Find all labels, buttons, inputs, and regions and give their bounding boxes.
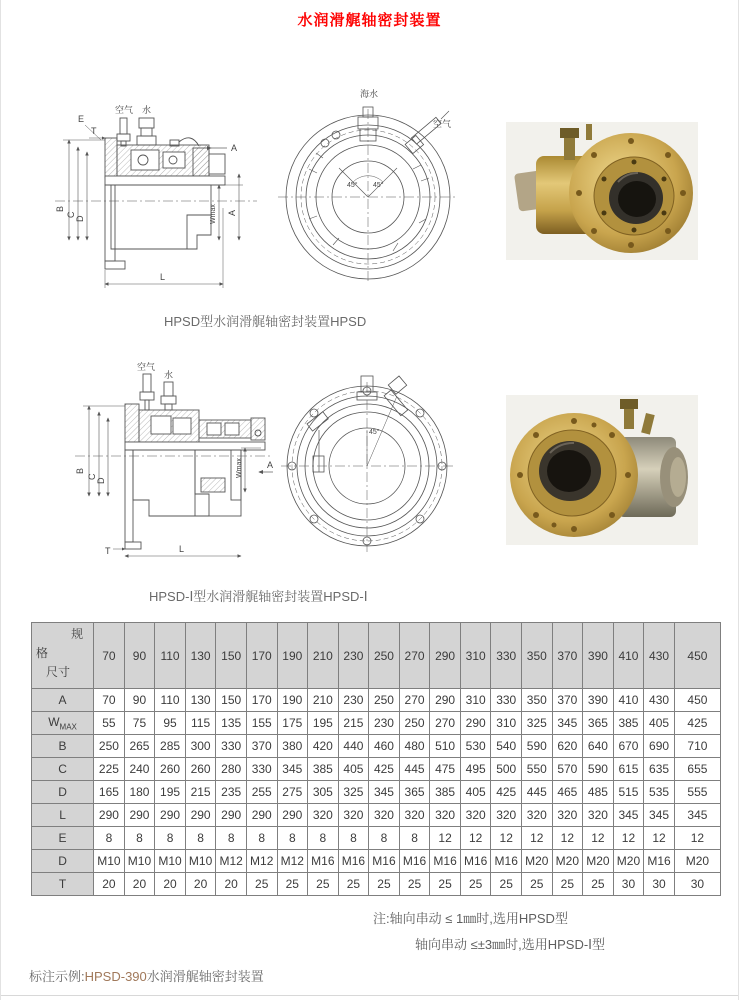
label-t: T bbox=[105, 546, 111, 556]
table-cell: 95 bbox=[155, 712, 186, 735]
table-cell: 590 bbox=[522, 735, 553, 758]
table-cell: 320 bbox=[369, 804, 400, 827]
table-cell: 570 bbox=[552, 758, 583, 781]
table-cell: 30 bbox=[674, 873, 720, 896]
table-cell: 130 bbox=[185, 689, 216, 712]
table-cell: 320 bbox=[430, 804, 461, 827]
table-cell: 25 bbox=[552, 873, 583, 896]
table-cell: 115 bbox=[185, 712, 216, 735]
table-column-header: 330 bbox=[491, 623, 522, 689]
table-cell: 210 bbox=[308, 689, 339, 712]
table-column-header: 290 bbox=[430, 623, 461, 689]
table-cell: 135 bbox=[216, 712, 247, 735]
table-cell: 290 bbox=[277, 804, 308, 827]
label-angle-left: 45° bbox=[347, 182, 358, 189]
table-cell: 370 bbox=[552, 689, 583, 712]
table-cell: 320 bbox=[308, 804, 339, 827]
table-cell: 12 bbox=[552, 827, 583, 850]
hpsd-side-section-drawing bbox=[43, 88, 263, 308]
table-cell: M16 bbox=[644, 850, 675, 873]
label-e: E bbox=[78, 114, 85, 124]
table-cell: 8 bbox=[369, 827, 400, 850]
table-cell: 260 bbox=[155, 758, 186, 781]
label-air: 空气 bbox=[433, 119, 452, 129]
table-cell: 640 bbox=[583, 735, 614, 758]
table-cell: 25 bbox=[399, 873, 430, 896]
table-row bbox=[32, 758, 721, 781]
table-cell: 300 bbox=[185, 735, 216, 758]
table-cell: 350 bbox=[522, 689, 553, 712]
table-column-header: 130 bbox=[185, 623, 216, 689]
table-cell: 12 bbox=[430, 827, 461, 850]
air-fitting bbox=[140, 374, 154, 410]
table-cell: 12 bbox=[613, 827, 644, 850]
air-fitting bbox=[384, 376, 408, 416]
table-cell: 530 bbox=[460, 735, 491, 758]
table-cell: 485 bbox=[583, 781, 614, 804]
table-cell: M16 bbox=[369, 850, 400, 873]
table-corner-cell: 规 格 尺寸 bbox=[32, 623, 94, 689]
table-cell: 495 bbox=[460, 758, 491, 781]
table-cell: M12 bbox=[216, 850, 247, 873]
table-cell: 460 bbox=[369, 735, 400, 758]
table-cell: 25 bbox=[308, 873, 339, 896]
table-cell: 12 bbox=[491, 827, 522, 850]
table-cell: 370 bbox=[246, 735, 277, 758]
table-cell: 25 bbox=[491, 873, 522, 896]
label-air: 空气 bbox=[115, 105, 134, 115]
table-cell: 405 bbox=[460, 781, 491, 804]
table-cell: 345 bbox=[277, 758, 308, 781]
table-cell: 420 bbox=[308, 735, 339, 758]
table-cell: M16 bbox=[308, 850, 339, 873]
table-cell: 8 bbox=[338, 827, 369, 850]
hpsd1-product-photo bbox=[506, 395, 698, 545]
bottom-divider bbox=[1, 995, 738, 996]
table-row-label: A bbox=[32, 689, 94, 712]
table-cell: 8 bbox=[399, 827, 430, 850]
table-cell: 190 bbox=[277, 689, 308, 712]
table-cell: 380 bbox=[277, 735, 308, 758]
table-cell: 8 bbox=[155, 827, 186, 850]
table-cell: 320 bbox=[583, 804, 614, 827]
table-column-header: 110 bbox=[155, 623, 186, 689]
table-cell: 655 bbox=[674, 758, 720, 781]
table-cell: 25 bbox=[369, 873, 400, 896]
table-cell: 8 bbox=[124, 827, 155, 850]
table-cell: M20 bbox=[674, 850, 720, 873]
table-cell: 330 bbox=[491, 689, 522, 712]
page-title: 水润滑艉轴密封装置 bbox=[297, 12, 442, 29]
table-cell: 620 bbox=[552, 735, 583, 758]
table-cell: 500 bbox=[491, 758, 522, 781]
table-cell: 230 bbox=[369, 712, 400, 735]
table-row bbox=[32, 735, 721, 758]
table-cell: 270 bbox=[399, 689, 430, 712]
table-row bbox=[32, 712, 721, 735]
table-column-header: 170 bbox=[246, 623, 277, 689]
label-l: L bbox=[160, 272, 166, 282]
table-cell: 290 bbox=[155, 804, 186, 827]
table-cell: 555 bbox=[674, 781, 720, 804]
table-cell: 12 bbox=[522, 827, 553, 850]
table-cell: 410 bbox=[613, 689, 644, 712]
table-cell: 8 bbox=[308, 827, 339, 850]
table-cell: 70 bbox=[94, 689, 125, 712]
table-row bbox=[32, 850, 721, 873]
table-cell: 195 bbox=[155, 781, 186, 804]
table-cell: 25 bbox=[460, 873, 491, 896]
table-cell: 12 bbox=[460, 827, 491, 850]
table-cell: M20 bbox=[552, 850, 583, 873]
table-cell: 390 bbox=[583, 689, 614, 712]
table-row bbox=[32, 804, 721, 827]
table-cell: 480 bbox=[399, 735, 430, 758]
selection-notes bbox=[373, 906, 605, 958]
table-cell: 405 bbox=[338, 758, 369, 781]
table-row-label: T bbox=[32, 873, 94, 896]
label-b: B bbox=[75, 467, 85, 474]
table-column-header: 350 bbox=[522, 623, 553, 689]
table-cell: 320 bbox=[338, 804, 369, 827]
table-cell: 385 bbox=[613, 712, 644, 735]
label-seawater: 海水 bbox=[360, 89, 379, 99]
table-cell: 445 bbox=[399, 758, 430, 781]
table-column-header: 370 bbox=[552, 623, 583, 689]
table-cell: 550 bbox=[522, 758, 553, 781]
label-t: T bbox=[91, 126, 97, 136]
table-cell: M16 bbox=[491, 850, 522, 873]
label-a-right: A bbox=[227, 209, 237, 216]
table-row-label: L bbox=[32, 804, 94, 827]
hpsd1-front-view-drawing bbox=[279, 368, 455, 554]
table-row bbox=[32, 689, 721, 712]
table-cell: 255 bbox=[246, 781, 277, 804]
table-cell: 12 bbox=[583, 827, 614, 850]
table-cell: 285 bbox=[155, 735, 186, 758]
table-column-header: 70 bbox=[94, 623, 125, 689]
table-cell: 325 bbox=[338, 781, 369, 804]
table-cell: 290 bbox=[430, 689, 461, 712]
table-cell: 510 bbox=[430, 735, 461, 758]
table-cell: M10 bbox=[155, 850, 186, 873]
table-cell: 75 bbox=[124, 712, 155, 735]
table-cell: 12 bbox=[644, 827, 675, 850]
table-cell: 590 bbox=[583, 758, 614, 781]
table-cell: 175 bbox=[277, 712, 308, 735]
table-cell: 615 bbox=[613, 758, 644, 781]
table-cell: M20 bbox=[522, 850, 553, 873]
table-cell: M16 bbox=[338, 850, 369, 873]
table-row-label: E bbox=[32, 827, 94, 850]
model-code: HPSD-390 bbox=[84, 969, 147, 984]
table-cell: 535 bbox=[644, 781, 675, 804]
air-fitting bbox=[117, 118, 130, 146]
table-cell: 25 bbox=[246, 873, 277, 896]
table-cell: 290 bbox=[94, 804, 125, 827]
label-wmax: Wmax bbox=[210, 204, 217, 224]
table-cell: 330 bbox=[246, 758, 277, 781]
hpsd1-side-section-drawing bbox=[61, 356, 276, 568]
figure-caption-hpsd1: HPSD-Ⅰ型水润滑艉轴密封装置HPSD-Ⅰ bbox=[149, 589, 368, 604]
table-row-label: C bbox=[32, 758, 94, 781]
table-cell: 155 bbox=[246, 712, 277, 735]
label-angle: 45° bbox=[369, 429, 380, 436]
table-cell: 195 bbox=[308, 712, 339, 735]
table-cell: 320 bbox=[491, 804, 522, 827]
table-cell: M20 bbox=[583, 850, 614, 873]
table-cell: 55 bbox=[94, 712, 125, 735]
table-cell: M12 bbox=[246, 850, 277, 873]
table-row-label: $W_{MAX}$ bbox=[32, 712, 94, 735]
note-line-1: 注:轴向串动 ≤ 1㎜时,选用HPSD型 bbox=[373, 911, 568, 926]
label-a-top: A bbox=[231, 143, 238, 153]
label-d: D bbox=[75, 215, 85, 222]
table-cell: 25 bbox=[583, 873, 614, 896]
table-column-header: 210 bbox=[308, 623, 339, 689]
table-cell: 265 bbox=[124, 735, 155, 758]
table-cell: 8 bbox=[185, 827, 216, 850]
table-cell: 290 bbox=[246, 804, 277, 827]
table-cell: 310 bbox=[491, 712, 522, 735]
table-cell: 110 bbox=[155, 689, 186, 712]
table-cell: 320 bbox=[552, 804, 583, 827]
table-cell: 25 bbox=[277, 873, 308, 896]
table-cell: 310 bbox=[460, 689, 491, 712]
table-cell: 25 bbox=[522, 873, 553, 896]
water-fitting bbox=[161, 382, 176, 410]
table-cell: 290 bbox=[124, 804, 155, 827]
table-cell: 20 bbox=[94, 873, 125, 896]
table-column-header: 90 bbox=[124, 623, 155, 689]
label-angle-right: 45° bbox=[373, 182, 384, 189]
table-cell: 385 bbox=[308, 758, 339, 781]
table-cell: 345 bbox=[613, 804, 644, 827]
table-cell: 345 bbox=[644, 804, 675, 827]
table-column-header: 310 bbox=[460, 623, 491, 689]
table-cell: 465 bbox=[552, 781, 583, 804]
table-row-label: D bbox=[32, 781, 94, 804]
table-column-header: 270 bbox=[399, 623, 430, 689]
table-cell: 345 bbox=[674, 804, 720, 827]
table-cell: 450 bbox=[674, 689, 720, 712]
label-water: 水 bbox=[164, 370, 174, 380]
table-cell: 345 bbox=[369, 781, 400, 804]
table-column-header: 430 bbox=[644, 623, 675, 689]
label-c: C bbox=[66, 211, 76, 218]
table-cell: 165 bbox=[94, 781, 125, 804]
table-cell: 670 bbox=[613, 735, 644, 758]
table-cell: 445 bbox=[522, 781, 553, 804]
table-cell: 330 bbox=[216, 735, 247, 758]
table-cell: 425 bbox=[674, 712, 720, 735]
table-cell: M12 bbox=[277, 850, 308, 873]
table-column-header: 190 bbox=[277, 623, 308, 689]
spec-table bbox=[31, 622, 721, 896]
table-cell: 8 bbox=[216, 827, 247, 850]
label-a-right: A bbox=[267, 460, 274, 470]
table-cell: 250 bbox=[94, 735, 125, 758]
table-cell: 25 bbox=[338, 873, 369, 896]
air-fitting bbox=[405, 111, 452, 154]
table-cell: 235 bbox=[216, 781, 247, 804]
table-cell: 225 bbox=[94, 758, 125, 781]
table-cell: 320 bbox=[460, 804, 491, 827]
table-cell: 280 bbox=[216, 758, 247, 781]
table-row bbox=[32, 827, 721, 850]
spec-table-section bbox=[31, 622, 721, 896]
table-cell: 365 bbox=[583, 712, 614, 735]
table-cell: 440 bbox=[338, 735, 369, 758]
table-cell: 25 bbox=[430, 873, 461, 896]
label-b: B bbox=[55, 205, 65, 212]
table-cell: 515 bbox=[613, 781, 644, 804]
table-cell: 215 bbox=[185, 781, 216, 804]
table-cell: 325 bbox=[522, 712, 553, 735]
table-column-header: 450 bbox=[674, 623, 720, 689]
label-water: 水 bbox=[142, 105, 152, 115]
table-column-header: 390 bbox=[583, 623, 614, 689]
table-cell: 250 bbox=[399, 712, 430, 735]
table-cell: 690 bbox=[644, 735, 675, 758]
table-row-label: B bbox=[32, 735, 94, 758]
table-cell: 230 bbox=[338, 689, 369, 712]
table-cell: 20 bbox=[124, 873, 155, 896]
table-cell: 215 bbox=[338, 712, 369, 735]
label-l: L bbox=[179, 544, 185, 554]
table-cell: 30 bbox=[613, 873, 644, 896]
table-cell: 365 bbox=[399, 781, 430, 804]
table-cell: 240 bbox=[124, 758, 155, 781]
table-cell: 30 bbox=[644, 873, 675, 896]
table-column-header: 410 bbox=[613, 623, 644, 689]
table-cell: 20 bbox=[185, 873, 216, 896]
table-cell: 250 bbox=[369, 689, 400, 712]
table-cell: 345 bbox=[552, 712, 583, 735]
table-column-header: 150 bbox=[216, 623, 247, 689]
hpsd-front-view-drawing bbox=[273, 85, 463, 285]
table-cell: 20 bbox=[155, 873, 186, 896]
table-cell: 180 bbox=[124, 781, 155, 804]
label-d: D bbox=[96, 477, 106, 484]
table-cell: 710 bbox=[674, 735, 720, 758]
table-cell: 260 bbox=[185, 758, 216, 781]
table-cell: M10 bbox=[94, 850, 125, 873]
figure-caption-hpsd: HPSD型水润滑艉轴密封装置HPSD bbox=[164, 314, 367, 329]
table-cell: 475 bbox=[430, 758, 461, 781]
table-cell: 150 bbox=[216, 689, 247, 712]
hpsd-product-photo bbox=[506, 122, 698, 260]
water-fitting bbox=[137, 118, 156, 145]
table-cell: 170 bbox=[246, 689, 277, 712]
table-cell: 8 bbox=[246, 827, 277, 850]
table-cell: 290 bbox=[460, 712, 491, 735]
table-cell: 430 bbox=[644, 689, 675, 712]
table-cell: 425 bbox=[369, 758, 400, 781]
table-cell: 90 bbox=[124, 689, 155, 712]
table-cell: 320 bbox=[522, 804, 553, 827]
table-cell: 290 bbox=[216, 804, 247, 827]
table-cell: 270 bbox=[430, 712, 461, 735]
table-cell: 385 bbox=[430, 781, 461, 804]
table-cell: M10 bbox=[124, 850, 155, 873]
table-cell: 275 bbox=[277, 781, 308, 804]
table-cell: 405 bbox=[644, 712, 675, 735]
label-wmax: Wmax bbox=[236, 458, 243, 478]
designation-example: 标注示例:HPSD-390水润滑艉轴密封装置 bbox=[29, 969, 264, 984]
table-row-label: D bbox=[32, 850, 94, 873]
table-cell: 305 bbox=[308, 781, 339, 804]
table-cell: 20 bbox=[216, 873, 247, 896]
table-cell: 12 bbox=[674, 827, 720, 850]
table-column-header: 250 bbox=[369, 623, 400, 689]
table-cell: M16 bbox=[430, 850, 461, 873]
table-cell: 320 bbox=[399, 804, 430, 827]
note-line-2: 轴向串动 ≤±3㎜时,选用HPSD-Ⅰ型 bbox=[415, 937, 606, 952]
table-cell: 290 bbox=[185, 804, 216, 827]
table-cell: M20 bbox=[613, 850, 644, 873]
table-row bbox=[32, 781, 721, 804]
table-cell: 8 bbox=[277, 827, 308, 850]
table-cell: 635 bbox=[644, 758, 675, 781]
table-row bbox=[32, 873, 721, 896]
table-cell: 540 bbox=[491, 735, 522, 758]
table-cell: M10 bbox=[185, 850, 216, 873]
table-cell: M16 bbox=[399, 850, 430, 873]
table-cell: 425 bbox=[491, 781, 522, 804]
table-column-header: 230 bbox=[338, 623, 369, 689]
label-c: C bbox=[87, 473, 97, 480]
table-cell: M16 bbox=[460, 850, 491, 873]
table-cell: 8 bbox=[94, 827, 125, 850]
label-air: 空气 bbox=[137, 362, 156, 372]
